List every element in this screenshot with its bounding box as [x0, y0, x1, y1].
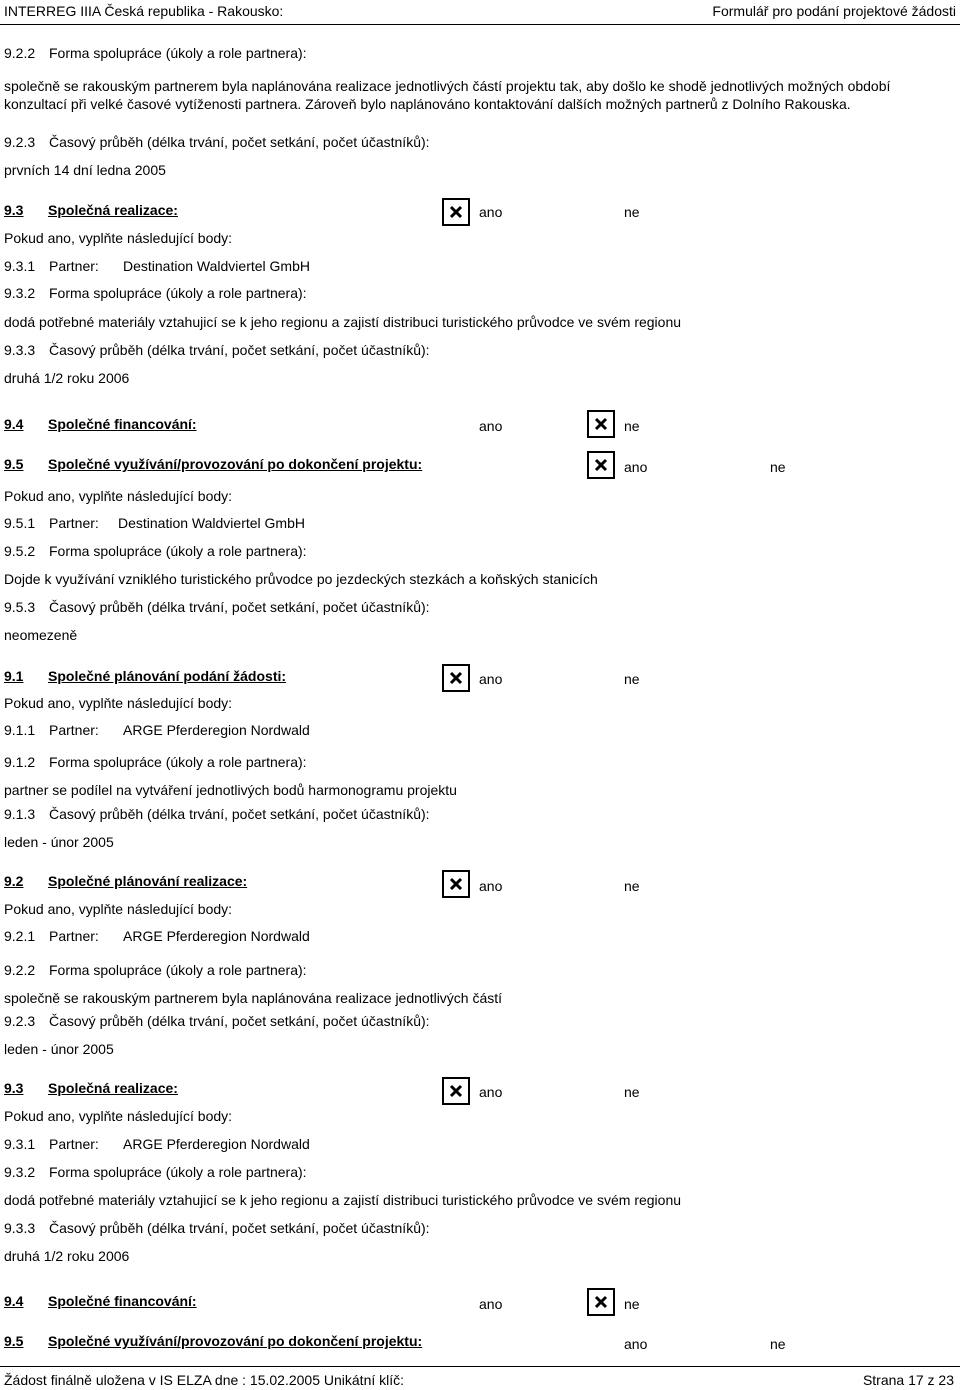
forma-label: Forma spolupráce (úkoly a role partnera): [49, 754, 307, 770]
partner-name: ARGE Pferderegion Nordwald [123, 928, 310, 944]
ano-checkbox[interactable] [442, 870, 470, 898]
item-number: 9.2.3 [4, 1013, 36, 1029]
item-number: 9.3.2 [4, 285, 36, 301]
ano-label: ano [479, 1296, 503, 1312]
x-mark-icon [449, 877, 463, 891]
ne-label: ne [770, 459, 786, 475]
section-number: 9.1 [4, 668, 24, 684]
ano-checkbox[interactable] [587, 451, 615, 479]
ano-label: ano [624, 459, 648, 475]
x-mark-icon [594, 417, 608, 431]
ano-label: ano [479, 1084, 503, 1100]
x-mark-icon [449, 1084, 463, 1098]
item-number: 9.1.2 [4, 754, 36, 770]
forma-label: Forma spolupráce (úkoly a role partnera): [49, 543, 307, 559]
ne-label: ne [624, 878, 640, 894]
forma-label: Forma spolupráce (úkoly a role partnera): [49, 1164, 307, 1180]
partner-label: Partner: [49, 258, 99, 274]
forma-text: partner se podílel na vytváření jednotlivých bodů harmonogramu projektu [4, 782, 457, 798]
ano-label: ano [479, 878, 503, 894]
ne-checkbox[interactable] [587, 1288, 615, 1316]
section-title: Společné plánování realizace: [48, 873, 248, 889]
header-divider [0, 24, 960, 25]
section-number: 9.3 [4, 202, 24, 218]
pokud-label: Pokud ano, vyplňte následující body: [4, 695, 233, 711]
ano-label: ano [479, 418, 503, 434]
item-number: 9.3.1 [4, 1136, 36, 1152]
item-number: 9.5.2 [4, 543, 36, 559]
forma-label: Forma spolupráce (úkoly a role partnera): [49, 285, 307, 301]
partner-name: Destination Waldviertel GmbH [118, 515, 305, 531]
item-number: 9.5.1 [4, 515, 36, 531]
section-title: Společné plánování podání žádosti: [48, 668, 287, 684]
section-title: Společná realizace: [48, 1080, 178, 1096]
ano-checkbox[interactable] [442, 198, 470, 226]
forma-text: dodá potřebné materiály vztahujicí se k jeho regionu a zajistí distribuci turistického průvodce ve svém regionu [4, 314, 682, 330]
header-left: INTERREG IIIA Česká republika - Rakousko: [4, 3, 284, 19]
footer-divider [0, 1366, 960, 1367]
partner-name: Destination Waldviertel GmbH [123, 258, 310, 274]
casovy-text: leden - únor 2005 [4, 1041, 114, 1057]
ano-label: ano [479, 204, 503, 220]
forma-label: Forma spolupráce (úkoly a role partnera): [49, 962, 307, 978]
item-number: 9.1.1 [4, 722, 36, 738]
ano-label: ano [624, 1336, 648, 1352]
forma-text: dodá potřebné materiály vztahujicí se k jeho regionu a zajistí distribuci turistického průvodce ve svém regionu [4, 1192, 682, 1208]
item-number: 9.3.1 [4, 258, 36, 274]
section-title: Společné financování: [48, 1293, 197, 1309]
section-number: 9.4 [4, 1293, 24, 1309]
footer-right: Strana 17 z 23 [862, 1372, 954, 1388]
partner-label: Partner: [49, 722, 99, 738]
forma-label: Forma spolupráce (úkoly a role partnera): [49, 45, 307, 61]
ne-label: ne [624, 418, 640, 434]
partner-label: Partner: [49, 1136, 99, 1152]
footer-left: Žádost finálně uložena v IS ELZA dne : 15.02.2005 Unikátní klíč: [4, 1372, 405, 1388]
partner-name: ARGE Pferderegion Nordwald [123, 1136, 310, 1152]
section-number: 9.3 [4, 1080, 24, 1096]
item-number: 9.2.2 [4, 962, 36, 978]
ne-label: ne [624, 204, 640, 220]
partner-label: Partner: [49, 515, 99, 531]
ano-checkbox[interactable] [442, 1077, 470, 1105]
casovy-text: neomezeně [4, 627, 78, 643]
partner-name: ARGE Pferderegion Nordwald [123, 722, 310, 738]
pokud-label: Pokud ano, vyplňte následující body: [4, 1108, 233, 1124]
casovy-text: druhá 1/2 roku 2006 [4, 370, 130, 386]
forma-text: společně se rakouským partnerem byla naplánována realizace jednotlivých částí [4, 990, 503, 1006]
ano-label: ano [479, 671, 503, 687]
x-mark-icon [594, 458, 608, 472]
section-title: Společná realizace: [48, 202, 178, 218]
casovy-text: prvních 14 dní ledna 2005 [4, 162, 166, 178]
x-mark-icon [449, 205, 463, 219]
casovy-label: Časový průběh (délka trvání, počet setkání, počet účastníků): [49, 806, 430, 822]
item-number: 9.1.3 [4, 806, 36, 822]
header-right: Formulář pro podání projektové žádosti [712, 3, 956, 19]
section-title: Společné využívání/provozování po dokončení projektu: [48, 456, 423, 472]
item-number: 9.5.3 [4, 599, 36, 615]
x-mark-icon [594, 1295, 608, 1309]
item-number: 9.3.2 [4, 1164, 36, 1180]
section-number: 9.2 [4, 873, 24, 889]
section-number: 9.5 [4, 456, 24, 472]
pokud-label: Pokud ano, vyplňte následující body: [4, 230, 233, 246]
item-number: 9.2.1 [4, 928, 36, 944]
ne-label: ne [624, 1296, 640, 1312]
casovy-label: Časový průběh (délka trvání, počet setkání, počet účastníků): [49, 1013, 430, 1029]
forma-text: Dojde k využívání vzniklého turistického průvodce po jezdeckých stezkách a koňských stanicích [4, 571, 598, 587]
item-number: 9.3.3 [4, 342, 36, 358]
casovy-text: leden - únor 2005 [4, 834, 114, 850]
section-number: 9.4 [4, 416, 24, 432]
item-number: 9.2.2 [4, 45, 36, 61]
casovy-label: Časový průběh (délka trvání, počet setkání, počet účastníků): [49, 134, 430, 150]
section-title: Společné financování: [48, 416, 197, 432]
partner-label: Partner: [49, 928, 99, 944]
casovy-label: Časový průběh (délka trvání, počet setkání, počet účastníků): [49, 342, 430, 358]
ne-checkbox[interactable] [587, 410, 615, 438]
pokud-label: Pokud ano, vyplňte následující body: [4, 488, 233, 504]
section-title: Společné využívání/provozování po dokončení projektu: [48, 1333, 423, 1349]
ne-label: ne [770, 1336, 786, 1352]
casovy-label: Časový průběh (délka trvání, počet setkání, počet účastníků): [49, 1220, 430, 1236]
x-mark-icon [449, 671, 463, 685]
pokud-label: Pokud ano, vyplňte následující body: [4, 901, 233, 917]
forma-text: společně se rakouským partnerem byla naplánována realizace jednotlivých částí projektu tak, aby došlo ke shodě jednotlivých možných období konzultací při velké časové vytíženosti partnera. Zároveň bylo naplánováno kontaktování dalších možných partnerů z Dolního Rakouska. [4, 78, 891, 112]
ne-label: ne [624, 1084, 640, 1100]
item-number: 9.3.3 [4, 1220, 36, 1236]
section-number: 9.5 [4, 1333, 24, 1349]
item-number: 9.2.3 [4, 134, 36, 150]
ano-checkbox[interactable] [442, 664, 470, 692]
ne-label: ne [624, 671, 640, 687]
casovy-text: druhá 1/2 roku 2006 [4, 1248, 130, 1264]
casovy-label: Časový průběh (délka trvání, počet setkání, počet účastníků): [49, 599, 430, 615]
